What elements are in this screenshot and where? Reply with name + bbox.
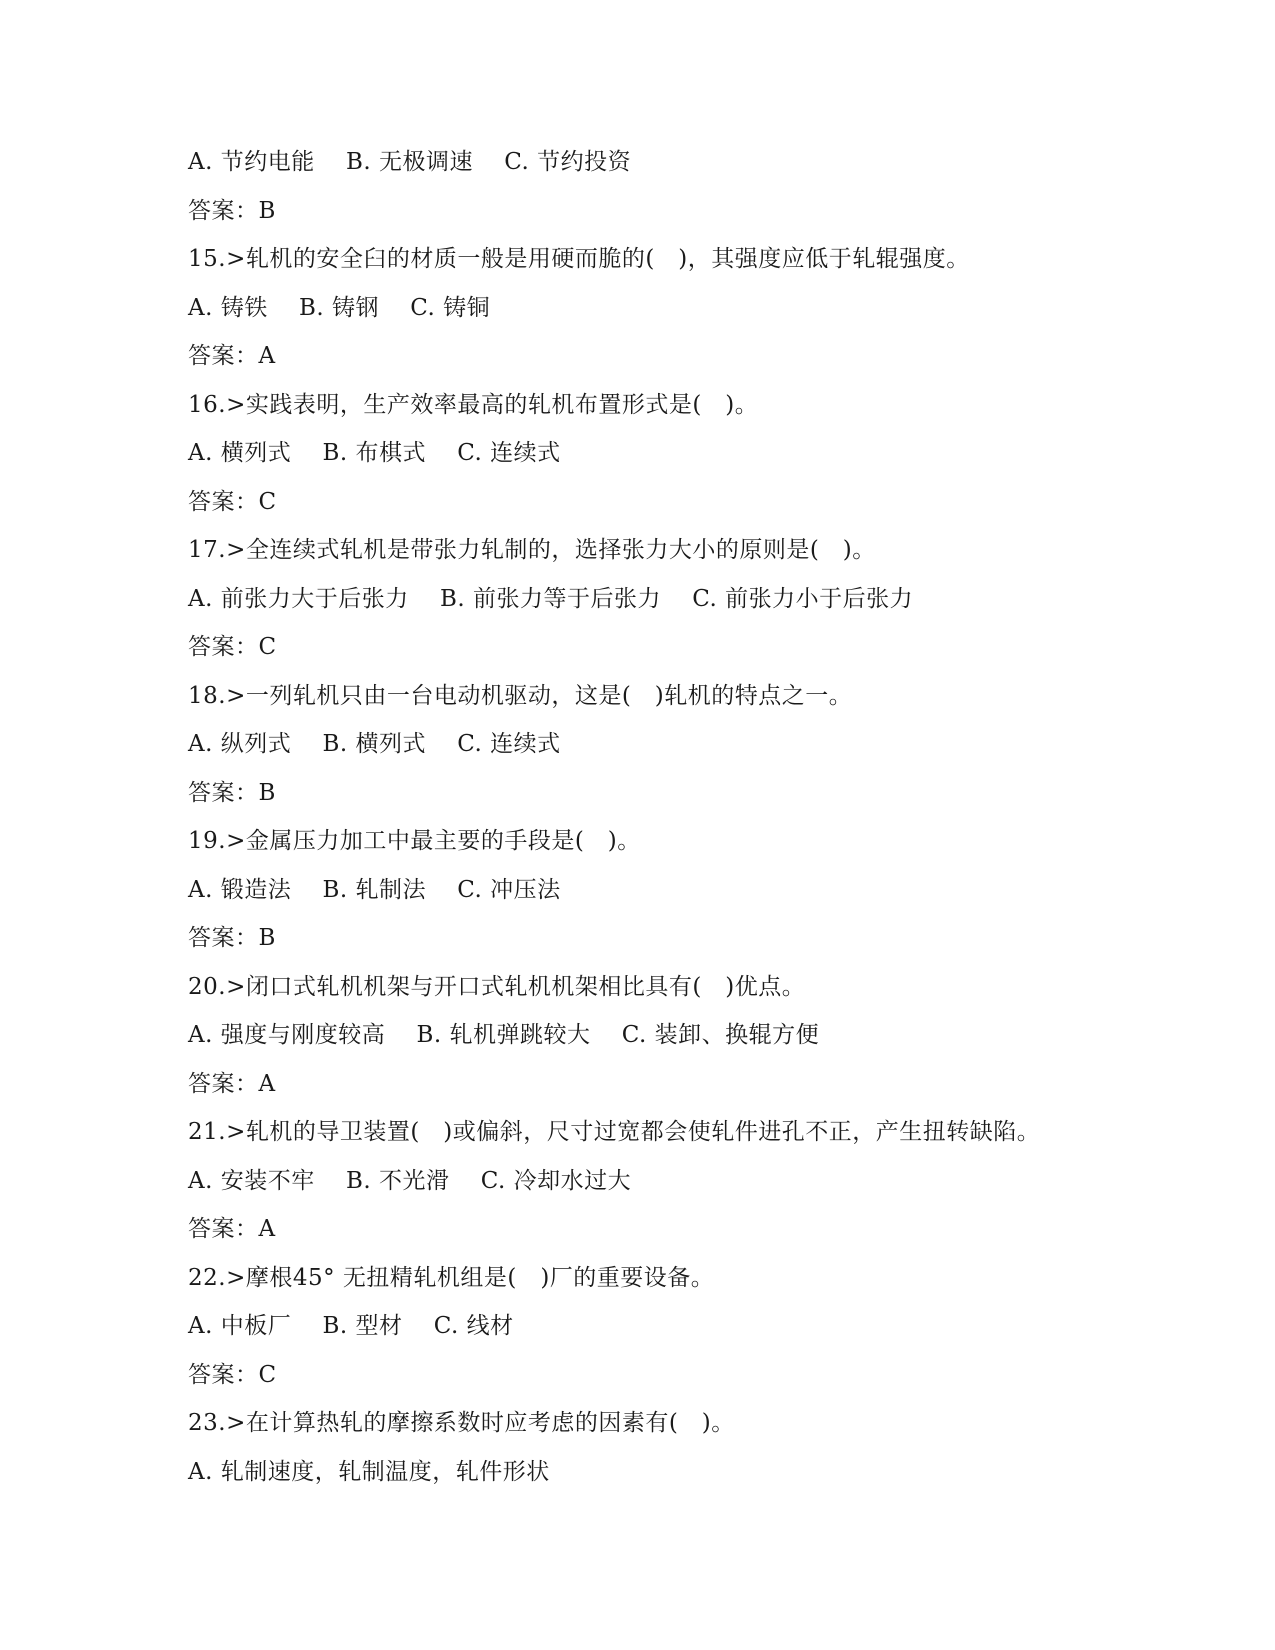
question-line: 19.>金属压力加工中最主要的手段是( )。 [188,828,641,854]
answer-line: 答案：B [188,925,276,951]
option-line: A. 横列式 B. 布棋式 C. 连续式 [188,440,561,466]
option-line: A. 前张力大于后张力 B. 前张力等于后张力 C. 前张力小于后张力 [188,585,914,612]
answer-line: 答案：C [188,634,277,660]
option-line: A. 中板厂 B. 型材 C. 线材 [188,1313,514,1339]
question-line: 17.>全连续式轧机是带张力轧制的，选择张力大小的原则是( )。 [188,537,876,563]
answer-line: 答案：A [188,1070,276,1097]
option-line: A. 铸铁 B. 铸钢 C. 铸铜 [188,294,491,321]
question-line: 22.>摩根45° 无扭精轧机组是( )厂的重要设备。 [188,1264,715,1291]
answer-line: 答案：C [188,488,277,515]
answer-line: 答案：C [188,1361,277,1388]
question-line: 15.>轧机的安全臼的材质一般是用硬而脆的( )，其强度应低于轧辊强度。 [188,246,970,272]
question-line: 18.>一列轧机只由一台电动机驱动，这是( )轧机的特点之一。 [188,682,853,709]
option-line: A. 强度与刚度较高 B. 轧机弹跳较大 C. 装卸、换辊方便 [188,1022,820,1048]
answer-line: 答案：A [188,343,276,369]
answer-line: 答案：A [188,1216,276,1242]
question-line: 23.>在计算热轧的摩擦系数时应考虑的因素有( )。 [188,1410,735,1436]
question-line: 21.>轧机的导卫装置( )或偏斜，尺寸过宽都会使轧件进孔不正，产生扭转缺陷。 [188,1119,1041,1145]
option-line: A. 轧制速度，轧制温度，轧件形状 [188,1458,550,1485]
option-line: A. 节约电能 B. 无极调速 C. 节约投资 [188,149,632,175]
question-line: 20.>闭口式轧机机架与开口式轧机机架相比具有( )优点。 [188,973,806,1000]
option-line: A. 锻造法 B. 轧制法 C. 冲压法 [188,876,561,903]
option-line: A. 纵列式 B. 横列式 C. 连续式 [188,731,561,757]
option-line: A. 安装不牢 B. 不光滑 C. 冷却水过大 [188,1167,632,1194]
question-line: 16.>实践表明，生产效率最高的轧机布置形式是( )。 [188,391,759,418]
answer-line: 答案：B [188,197,276,224]
question-list [188,138,1188,1496]
answer-line: 答案：B [188,779,276,806]
